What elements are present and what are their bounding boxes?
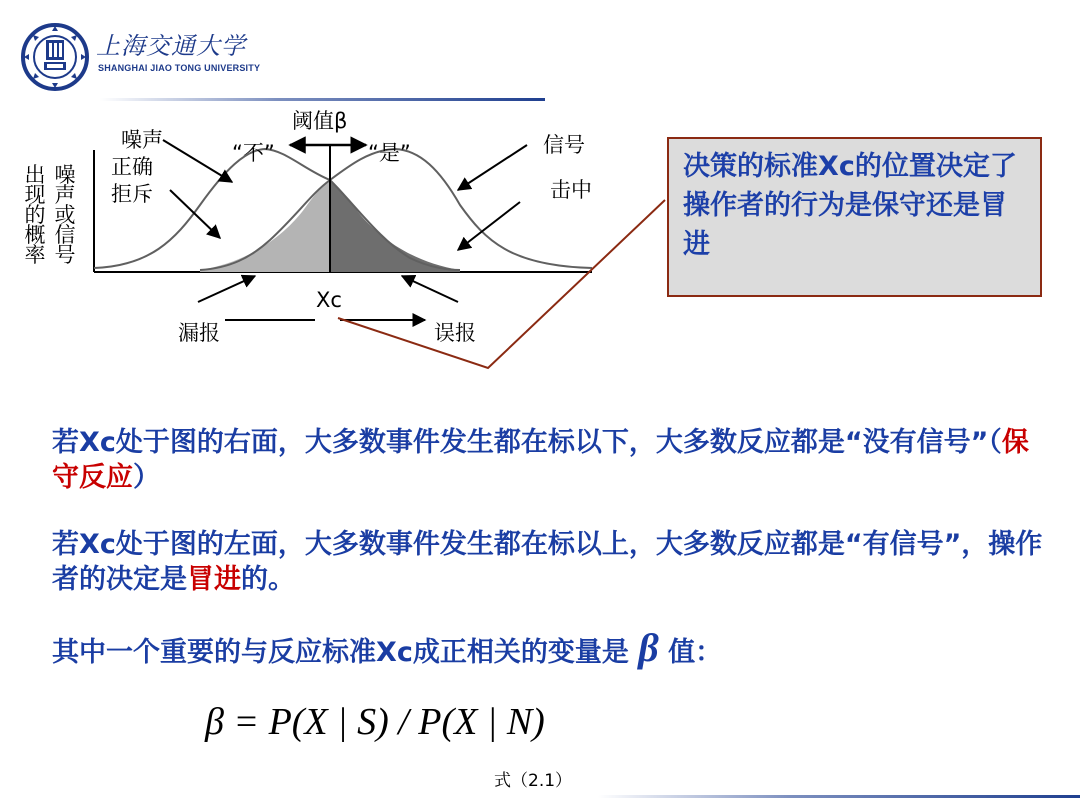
- logo-chinese-name: 上海交通大学: [96, 32, 246, 60]
- paragraph-conservative: [52, 425, 1052, 495]
- signal-label: 信号: [543, 133, 585, 157]
- noise-label: 噪声: [121, 128, 163, 152]
- paragraph-beta: [52, 625, 1052, 670]
- yes-response-label: “是”: [368, 141, 411, 165]
- callout-pointer: [338, 200, 665, 368]
- paragraph-text: 若Xc处于图的右面，大多数事件发生都在标以下，大多数反应都是“没有信号”（: [52, 427, 1002, 458]
- y-axis-label-probability: 出现的概率: [24, 163, 46, 267]
- logo-english-name: SHANGHAI JIAO TONG UNIVERSITY: [98, 63, 261, 73]
- miss-area: [200, 180, 330, 272]
- false-alarm-label: 误报: [434, 321, 476, 345]
- footer-rule: [598, 795, 1080, 798]
- correct-reject-label-1: 正确: [111, 155, 153, 179]
- beta-symbol: β: [638, 625, 659, 670]
- false-alarm-area: [330, 180, 460, 272]
- beta-formula: β = P(X | S) / P(X | N): [205, 701, 545, 743]
- paragraph-text: 其中一个重要的与反应标准Xc成正相关的变量是: [52, 637, 639, 668]
- hit-label: 击中: [550, 178, 592, 202]
- miss-label: 漏报: [178, 321, 220, 345]
- correct-reject-label-2: 拒斥: [111, 182, 153, 206]
- paragraph-text: 值：: [658, 637, 723, 668]
- highlight-conservative: 保守反应: [52, 427, 1029, 493]
- paragraph-risky: [52, 527, 1052, 597]
- criterion-xc-label: Xc: [316, 288, 342, 312]
- formula-number: 式（2.1）: [494, 771, 573, 791]
- paragraph-text: 的。: [241, 564, 295, 595]
- highlight-risky: 冒进: [187, 564, 241, 595]
- decision-criterion-callout: 决策的标准Xc的位置决定了操作者的行为是保守还是冒进: [667, 137, 1042, 297]
- paragraph-text: 若Xc处于图的左面，大多数事件发生都在标以上，大多数反应都是“有信号”，操作者的决定是: [52, 529, 1043, 595]
- y-axis-label-noise-signal: 噪声或信号: [54, 163, 76, 267]
- paragraph-text: ）: [133, 462, 160, 493]
- no-response-label: “不”: [232, 141, 275, 165]
- threshold-label: 阈值β: [292, 109, 348, 133]
